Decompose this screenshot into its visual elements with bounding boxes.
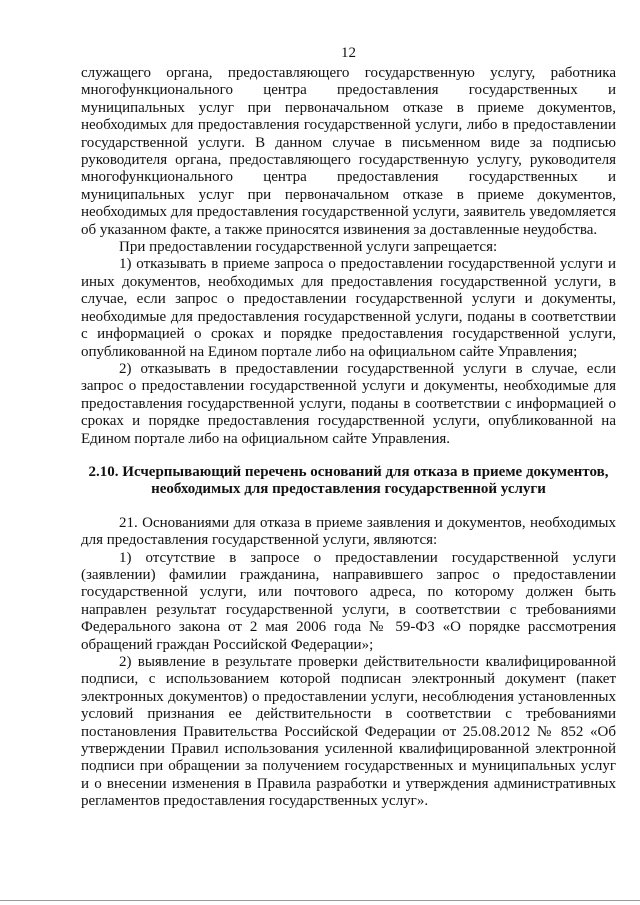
paragraph-prohibitions-intro: При предоставлении государственной услуги запрещается:	[119, 239, 498, 256]
paragraph-prohibition-2: 2) отказывать в предоставлении государственной услуги в случае, если запрос о предоставлении государственной услуги и документы, необходимые для предоставления государственной услуги, поданы в соответствии с информацией о сроках и порядке предоставления государственной услуги, опубликованной на Едином портале либо на официальном сайте Управления.	[81, 360, 616, 447]
paragraph-ground-2: 2) выявление в результате проверки действительности квалифицированной подписи, с использованием которой подписан электронный документ (пакет электронных документов) о предоставлении услуги, несоблюдения установленных условий признания ее действительности в соответствии с требованиями постановления Правительства Российской Федерации от 25.08.2012 № 852 «Об утверждении Правил использования усиленной квалифицированной электронной подписи при обращении за получением государственных и муниципальных услуг и о внесении изменения в Правила разработки и утверждения административных регламентов предоставления государственных услуг».	[81, 654, 616, 810]
paragraph-prohibition-1: 1) отказывать в приеме запроса о предоставлении государственной услуги и иных документов, необходимых для предоставления государственной услуги, в случае, если запрос о предоставлении государственной услуги и документы, необходимые для предоставления государственной услуги, поданы в соответствии с информацией о сроках и порядке предоставления государственной услуги, опубликованной на Едином портале либо на официальном сайте Управления;	[81, 256, 616, 360]
paragraph-ground-1: 1) отсутствие в запросе о предоставлении государственной услуги (заявлении) фамилии гражданина, направившего запрос о предоставлении государственной услуги, или почтового адреса, по которому должен быть направлен результат государственной услуги, в соответствии с требованиями Федерального закона от 2 мая 2006 года № 59-ФЗ «О порядке рассмотрения обращений граждан Российской Федерации»;	[81, 549, 616, 653]
scan-bottom-edge	[0, 900, 640, 901]
page-number: 12	[341, 45, 356, 61]
section-heading-line-1: 2.10. Исчерпывающий перечень оснований для отказа в приеме документов,	[88, 463, 609, 480]
section-heading-2-10	[81, 464, 616, 499]
paragraph-clause-21: 21. Основаниями для отказа в приеме заявления и документов, необходимых для предоставления государственной услуги, являются:	[81, 514, 616, 549]
section-heading-line-2: необходимых для предоставления государственной услуги	[151, 481, 546, 498]
paragraph-continuation: служащего органа, предоставляющего государственную услугу, работника многофункционального центра предоставления государственных и муниципальных услуг при первоначальном отказе в приеме документов, необходимых для предоставления государственной услуги, либо в предоставлении государственной услуги. В данном случае в письменном виде за подписью руководителя органа, предоставляющего государственную услугу, руководителя многофункционального центра предоставления государственных и муниципальных услуг при первоначальном отказе в приеме документов, необходимых для предоставления государственной услуги, заявитель уведомляется об указанном факте, а также приносятся извинения за доставленные неудобства.	[81, 65, 616, 238]
